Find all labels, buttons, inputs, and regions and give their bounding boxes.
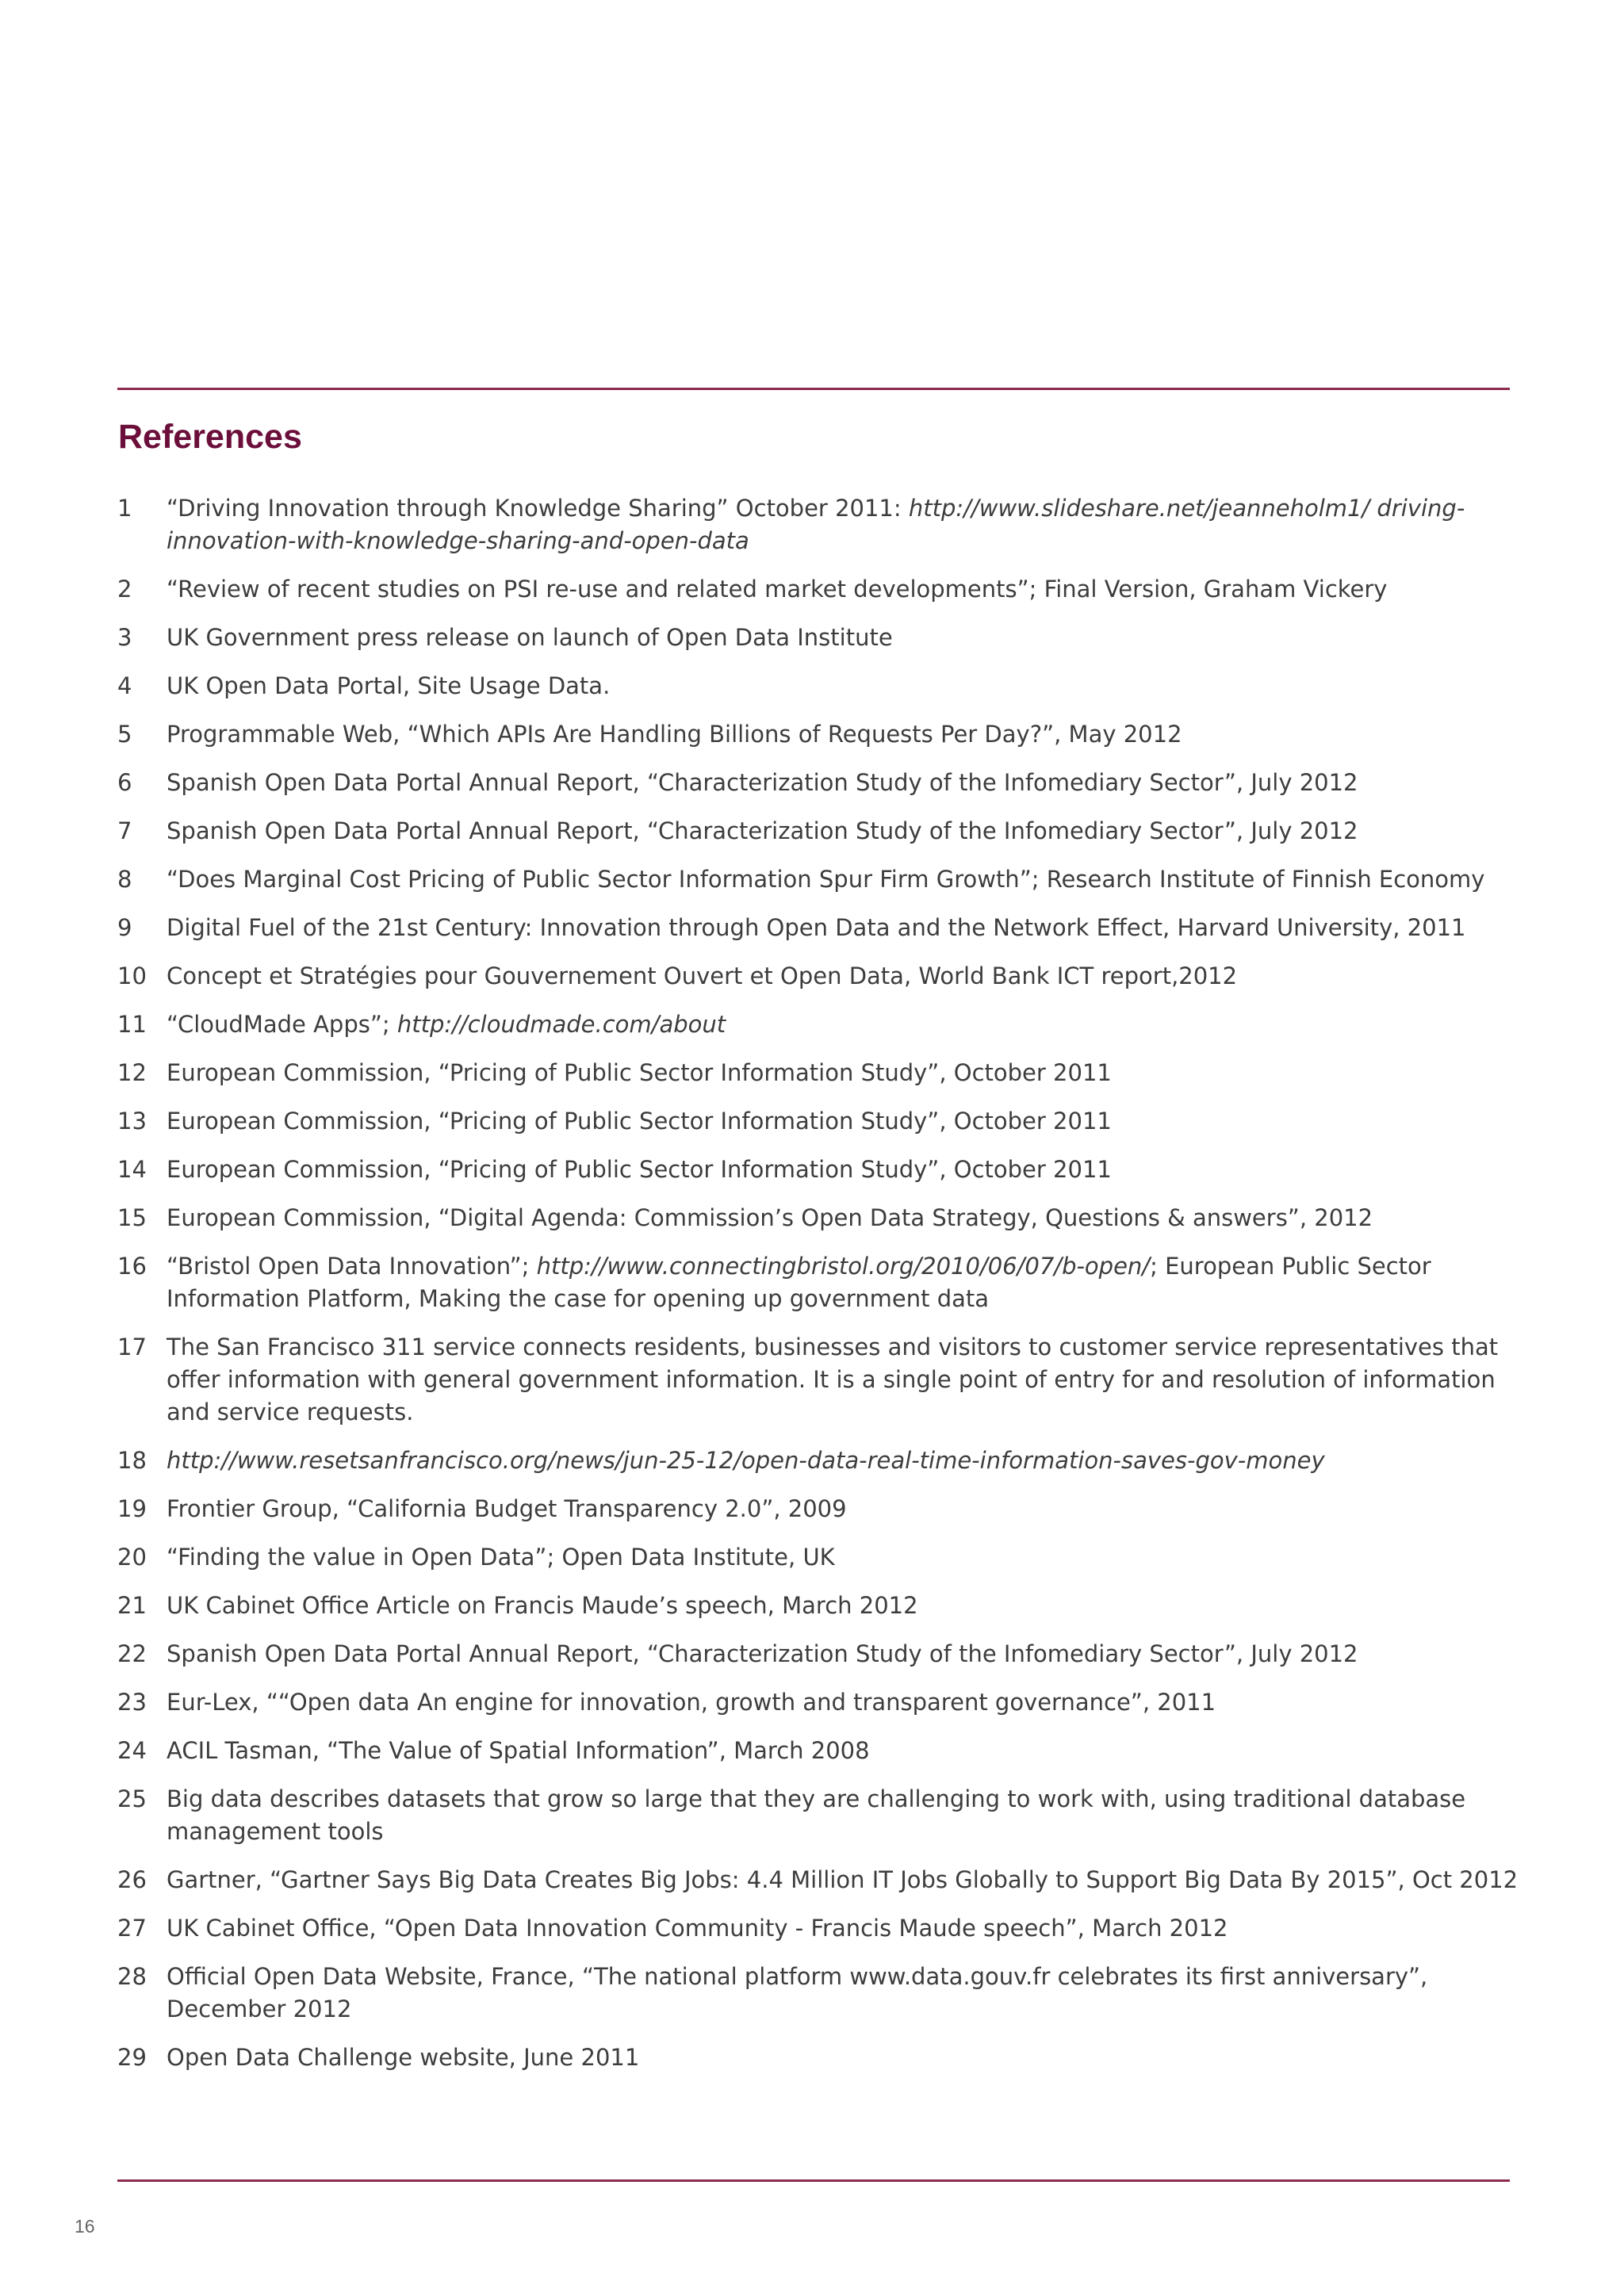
reference-number: 13 [117,1108,147,1135]
reference-item [117,573,1529,606]
reference-text [167,767,1529,799]
reference-number: 20 [117,1544,147,1571]
reference-body: UK Open Data Portal, Site Usage Data. [167,672,611,699]
reference-number: 26 [117,1866,147,1893]
references-list [117,492,1529,2090]
reference-number: 4 [117,672,132,699]
reference-body: Eur-Lex, ““Open data An engine for innovation, growth and transparent governance”, 2011 [167,1689,1216,1716]
reference-body: Gartner, “Gartner Says Big Data Creates Big Jobs: 4.4 Million IT Jobs Globally to Support Big Data By 2015”, Oct 2012 [167,1866,1519,1893]
reference-number: 8 [117,866,132,893]
reference-body: Digital Fuel of the 21st Century: Innovation through Open Data and the Network Effect, Harvard University, 2011 [167,914,1466,941]
reference-item [117,815,1529,848]
reference-number: 23 [117,1689,147,1716]
reference-number: 7 [117,817,132,844]
reference-text [167,2042,1529,2074]
reference-item [117,492,1529,557]
reference-number: 24 [117,1737,147,1764]
reference-text [167,1912,1529,1945]
reference-body: Programmable Web, “Which APIs Are Handling Billions of Requests Per Day?”, May 2012 [167,721,1182,748]
reference-body: “CloudMade Apps”; [167,1011,397,1038]
reference-number: 6 [117,769,132,796]
reference-text [167,718,1529,751]
reference-text [167,815,1529,848]
reference-body: Spanish Open Data Portal Annual Report, “Characterization Study of the Infomediary Sector”, July 2012 [167,1640,1358,1667]
reference-body: “Does Marginal Cost Pricing of Public Sector Information Spur Firm Growth”; Research Institute of Finnish Economy [167,866,1485,893]
reference-body: Big data describes datasets that grow so large that they are challenging to work with, using traditional database management tools [167,1785,1466,1845]
reference-number: 21 [117,1592,147,1619]
reference-item [117,1105,1529,1138]
references-heading: References [118,418,302,456]
reference-body: Official Open Data Website, France, “The national platform www.data.gouv.fr celebrates its first anniversary”, December 2012 [167,1963,1428,2022]
reference-text [167,1783,1529,1848]
reference-number: 11 [117,1011,147,1038]
reference-number: 16 [117,1253,147,1280]
reference-number: 12 [117,1059,147,1086]
reference-item [117,1154,1529,1186]
reference-body: UK Cabinet Office, “Open Data Innovation Community - Francis Maude speech”, March 2012 [167,1915,1228,1942]
reference-text [167,1202,1529,1234]
reference-text [167,1057,1529,1089]
reference-item [117,2042,1529,2074]
reference-text [167,1493,1529,1525]
reference-item [117,1961,1529,2026]
reference-text [167,1250,1529,1315]
reference-item [117,1331,1529,1429]
reference-item [117,1735,1529,1767]
reference-body: Open Data Challenge website, June 2011 [167,2044,640,2071]
reference-text [167,1008,1529,1041]
bottom-divider [117,2179,1510,2182]
reference-item [117,863,1529,896]
page-number: 16 [75,2216,95,2237]
reference-text [167,1961,1529,2026]
reference-item [117,1783,1529,1848]
reference-text [167,863,1529,896]
reference-link[interactable]: http://cloudmade.com/about [396,1011,726,1038]
reference-number: 19 [117,1495,147,1522]
reference-number: 25 [117,1785,147,1812]
reference-item [117,1590,1529,1622]
reference-item [117,1912,1529,1945]
reference-item [117,1250,1529,1315]
reference-text [167,1686,1529,1719]
reference-text [167,670,1529,702]
reference-text [167,1331,1529,1429]
reference-link[interactable]: http://www.resetsanfrancisco.org/news/jun-25-12/open-data-real-time-information-saves-gov-money [167,1447,1325,1474]
reference-text [167,1154,1529,1186]
reference-body: ACIL Tasman, “The Value of Spatial Information”, March 2008 [167,1737,870,1764]
reference-item [117,1686,1529,1719]
reference-number: 29 [117,2044,147,2071]
reference-body: Spanish Open Data Portal Annual Report, “Characterization Study of the Infomediary Sector”, July 2012 [167,769,1358,796]
reference-text [167,1105,1529,1138]
reference-text [167,912,1529,944]
reference-text [167,960,1529,993]
reference-text [167,1541,1529,1574]
reference-item [117,1057,1529,1089]
reference-item [117,1638,1529,1670]
reference-number: 14 [117,1156,147,1183]
reference-item [117,1541,1529,1574]
reference-body: European Commission, “Pricing of Public Sector Information Study”, October 2011 [167,1156,1112,1183]
reference-body: “Finding the value in Open Data”; Open Data Institute, UK [167,1544,835,1571]
reference-item [117,767,1529,799]
reference-text [167,1590,1529,1622]
reference-body: European Commission, “Pricing of Public Sector Information Study”, October 2011 [167,1059,1112,1086]
reference-item [117,622,1529,654]
reference-number: 2 [117,576,132,603]
reference-body: The San Francisco 311 service connects residents, businesses and visitors to customer service representatives that offer information with general government information. It is a single point of entry for and resolution of information and service requests. [167,1334,1499,1425]
reference-body: UK Cabinet Office Article on Francis Maude’s speech, March 2012 [167,1592,918,1619]
reference-item [117,1864,1529,1896]
reference-number: 5 [117,721,132,748]
reference-body: “Review of recent studies on PSI re-use and related market developments”; Final Version, Graham Vickery [167,576,1388,603]
reference-body: European Commission, “Pricing of Public Sector Information Study”, October 2011 [167,1108,1112,1135]
reference-text [167,573,1529,606]
reference-number: 22 [117,1640,147,1667]
reference-number: 10 [117,962,147,989]
reference-body: Frontier Group, “California Budget Transparency 2.0”, 2009 [167,1495,847,1522]
reference-link[interactable]: http://www.connectingbristol.org/2010/06/07/b-open/ [536,1253,1151,1280]
reference-item [117,1493,1529,1525]
reference-number: 15 [117,1204,147,1231]
reference-number: 17 [117,1334,147,1360]
reference-body: UK Government press release on launch of Open Data Institute [167,624,893,651]
reference-item [117,718,1529,751]
reference-item [117,1008,1529,1041]
reference-item [117,1202,1529,1234]
reference-number: 27 [117,1915,147,1942]
reference-number: 9 [117,914,132,941]
reference-text [167,1735,1529,1767]
reference-text [167,1445,1529,1477]
reference-item [117,670,1529,702]
reference-body: Concept et Stratégies pour Gouvernement Ouvert et Open Data, World Bank ICT report,2012 [167,962,1238,989]
reference-body: European Commission, “Digital Agenda: Commission’s Open Data Strategy, Questions & answers”, 2012 [167,1204,1373,1231]
reference-item [117,1445,1529,1477]
reference-body: “Bristol Open Data Innovation”; [167,1253,537,1280]
reference-number: 18 [117,1447,147,1474]
reference-item [117,960,1529,993]
reference-text [167,1864,1529,1896]
reference-link[interactable]: http://www.slideshare.net/jeanneholm1/ driving-innovation-with-knowledge-sharing-and-open-data [167,495,1465,554]
reference-number: 1 [117,495,132,522]
reference-body-continued: ; European Public Sector Information Platform, Making the case for opening up government data [167,1253,1431,1312]
reference-text [167,492,1529,557]
reference-number: 28 [117,1963,147,1990]
reference-text [167,622,1529,654]
reference-item [117,912,1529,944]
reference-body: Spanish Open Data Portal Annual Report, “Characterization Study of the Infomediary Sector”, July 2012 [167,817,1358,844]
reference-number: 3 [117,624,132,651]
reference-body: “Driving Innovation through Knowledge Sharing” October 2011: [167,495,909,522]
top-divider [117,388,1510,390]
reference-text [167,1638,1529,1670]
